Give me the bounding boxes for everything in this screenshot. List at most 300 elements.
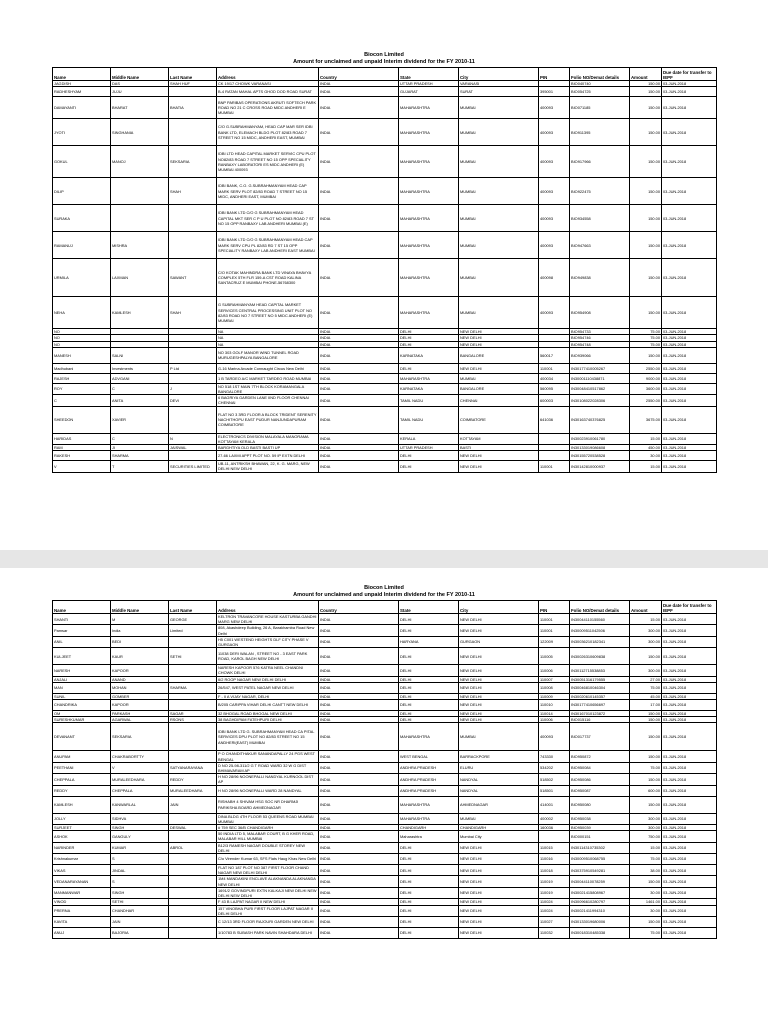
country-cell: INDIA — [319, 146, 399, 178]
country-cell: INDIA — [319, 774, 399, 785]
name-cell: CHANDRIKA — [53, 700, 111, 711]
column-header-address: Address — [217, 68, 319, 81]
name-cell: KAVITA — [53, 916, 111, 927]
country-cell: INDIA — [319, 119, 399, 146]
amount-cell: 300.00 — [630, 813, 662, 824]
city-cell: MUMBAI — [459, 373, 539, 383]
last-name-cell: SHARMA — [169, 682, 217, 693]
address-cell: # 759 SEC 36/B CHANDIGARH — [217, 825, 319, 831]
country-cell: INDIA — [319, 81, 399, 87]
pin-cell: 122009 — [539, 636, 570, 647]
last-name-cell: JAIN — [169, 796, 217, 813]
due-date-cell: 03-JUN-2018 — [662, 636, 717, 647]
name-cell: RADHESHYAM — [53, 87, 111, 97]
table-row — [53, 97, 717, 119]
last-name-cell: J — [169, 383, 217, 394]
amount-cell: 150.00 — [630, 916, 662, 927]
folio-cell: IN30018310485338 — [570, 927, 630, 938]
state-cell: TAMIL NADU — [399, 406, 459, 433]
folio-cell: BIO950084 — [570, 762, 630, 773]
middle-name-cell: S — [111, 854, 169, 865]
pin-cell: 110027 — [539, 916, 570, 927]
country-cell: INDIA — [319, 614, 399, 625]
document-page-1 — [52, 52, 716, 473]
middle-name-cell: MANOJ — [111, 146, 169, 178]
middle-name-cell: C — [111, 383, 169, 394]
address-cell: IDBI BANK, C.O. G.SUBRAHMANYAM HEAD CAP MARK SERV PLOT 82/83 ROAD 7 STREET NO 15 MIDC, ANDHERI EAST, MUMBAI — [217, 178, 319, 205]
address-cell: CK 19/17 CHOWK VARANASI — [217, 81, 319, 87]
country-cell: INDIA — [319, 87, 399, 97]
due-date-cell: 03-JUN-2018 — [662, 648, 717, 665]
address-cell: 1M4 MANDAKINI ENCLAVE ALAKNANDA ALAKNANDA NEW DELHI — [217, 876, 319, 887]
city-cell: NEW DELHI — [459, 905, 539, 916]
pin-cell: 110010 — [539, 700, 570, 711]
middle-name-cell: JUJU — [111, 87, 169, 97]
pin-cell: 110001 — [539, 614, 570, 625]
folio-cell: BIO950087 — [570, 785, 630, 796]
city-cell: NEW DELHI — [459, 842, 539, 853]
column-header-amount: Amount — [630, 68, 662, 81]
folio-cell: BIO054725 — [570, 87, 630, 97]
city-cell: BASTI — [459, 445, 539, 451]
last-name-cell — [169, 865, 217, 876]
country-cell: INDIA — [319, 395, 399, 406]
pin-cell: 400093 — [539, 178, 570, 205]
city-cell: BARRACKPORE — [459, 751, 539, 762]
address-cell: NA — [217, 335, 319, 341]
name-cell: RAM — [53, 445, 111, 451]
state-cell: DELHI — [399, 682, 459, 693]
amount-cell: 75.00 — [630, 682, 662, 693]
pin-cell: 110014 — [539, 711, 570, 717]
pin-cell: 110018 — [539, 865, 570, 876]
name-cell: ANJALI — [53, 676, 111, 682]
pin-cell: 110001 — [539, 625, 570, 636]
pin-cell: 400093 — [539, 97, 570, 119]
amount-cell: 150.00 — [630, 774, 662, 785]
country-cell: INDIA — [319, 916, 399, 927]
city-cell: NEW DELHI — [459, 676, 539, 682]
column-header-folio: Folio NO/Demat details — [570, 68, 630, 81]
last-name-cell — [169, 87, 217, 97]
column-header-address: Address — [217, 601, 319, 614]
state-cell: MAHARASHTRA — [399, 205, 459, 232]
address-cell: H NO 28/96 NOONEPALLI NANDYAL KURNOOL DIST AP — [217, 774, 319, 785]
name-cell: HARIDAS — [53, 433, 111, 444]
due-date-cell: 03-JUN-2018 — [662, 876, 717, 887]
address-cell: NA — [217, 329, 319, 335]
last-name-cell — [169, 887, 217, 898]
amount-cell: 300.00 — [630, 636, 662, 647]
folio-cell: BIO950080 — [570, 796, 630, 813]
folio-cell: IN30021411994310 — [570, 905, 630, 916]
due-date-cell: 03-JUN-2018 — [662, 341, 717, 347]
middle-name-cell: CHEPPALA — [111, 785, 169, 796]
due-date-cell: 03-JUN-2018 — [662, 347, 717, 363]
state-cell: MAHARASHTRA — [399, 119, 459, 146]
name-cell: JOLLY — [53, 813, 111, 824]
address-cell: KELTRON TRAVANCORE HOUSE KASTURBA GANDHI MARG NEW DELHI — [218, 614, 317, 625]
table-row — [53, 723, 717, 751]
due-date-cell: 03-JUN-2018 — [662, 363, 717, 373]
amount-cell: 27.00 — [630, 676, 662, 682]
middle-name-cell: MOHAN — [111, 682, 169, 693]
table-row — [53, 373, 717, 383]
address-cell: NO 518 1ST MAIN 7TH BLOCK KORAMANGALA BANGALORE — [217, 383, 319, 394]
country-cell: INDIA — [319, 682, 399, 693]
city-cell: NANDYAL — [459, 785, 539, 796]
country-cell: INDIA — [319, 373, 399, 383]
middle-name-cell: SETHI — [111, 899, 169, 905]
table-row — [53, 905, 717, 916]
state-cell: MAHARASHTRA — [399, 232, 459, 259]
country-cell: INDIA — [319, 865, 399, 876]
address-cell: IDBI BANK LTD C/O G SUBRAHMANYAM HEAD CAPITAL MKT SER C P U PLOT NO 82/83 ROAD 7 ST NO 15 OPP RANBAXY LAB ANDHERI MUMBAI (E) — [217, 205, 319, 232]
country-cell: INDIA — [319, 329, 399, 335]
address-cell: B/205 CARIPPA VIHAR DELHI CANTT NEW DELHI — [217, 700, 319, 711]
amount-cell: 75.00 — [630, 329, 662, 335]
last-name-cell: P Ltd — [169, 363, 217, 373]
city-cell: CHANDIGARH — [459, 825, 539, 831]
city-cell: MUMBAI — [459, 146, 539, 178]
pin-cell: 160036 — [539, 825, 570, 831]
name-cell: ANUJ — [53, 927, 111, 938]
due-date-cell: 03-JUN-2018 — [662, 433, 717, 444]
middle-name-cell: CHAKRABORTTY — [111, 751, 169, 762]
address-cell: UB-11, ANTRIKSH BHAWAN, 22, K. G. MARG, NEW DELHI NEW DELHI — [217, 461, 319, 472]
state-cell: DELHI — [399, 927, 459, 938]
due-date-cell: 03-JUN-2018 — [662, 451, 717, 461]
amount-cell: 30.00 — [630, 905, 662, 916]
name-cell: Madhubani — [53, 363, 111, 373]
address-cell: 38 BAGHDIPAM FATEHPURI DELHI — [217, 717, 319, 723]
address-cell: BARGHTIYA OLD BASTI BASTI UP — [217, 445, 319, 451]
last-name-cell — [169, 232, 217, 259]
pin-cell: 518501 — [539, 785, 570, 796]
state-cell: DELHI — [399, 916, 459, 927]
state-cell: CHANDIGARH — [399, 825, 459, 831]
folio-cell: BIO917966 — [570, 146, 630, 178]
last-name-cell: Limited — [169, 625, 217, 636]
name-cell: NO — [53, 335, 111, 341]
city-cell: MUMBAI — [459, 178, 539, 205]
state-cell: ANDHRA PRADESH — [399, 785, 459, 796]
middle-name-cell: JINDAL — [111, 865, 169, 876]
country-cell: INDIA — [319, 785, 399, 796]
name-cell: VINOD — [53, 899, 111, 905]
country-cell: INDIA — [319, 751, 399, 762]
middle-name-cell: KAMLESH — [111, 297, 169, 329]
name-cell: ASHOK — [53, 831, 111, 842]
last-name-cell: MURALEEDHARA — [169, 785, 217, 796]
column-header-name: Name — [53, 68, 111, 81]
due-date-cell: 03-JUN-2018 — [662, 887, 717, 898]
state-cell: MAHARASHTRA — [399, 259, 459, 297]
pin-cell: 400093 — [539, 119, 570, 146]
folio-cell: BIO950086 — [570, 774, 630, 785]
city-cell: NEW DELHI — [459, 648, 539, 665]
city-cell: GURGAON — [459, 636, 539, 647]
name-cell: NEHA — [53, 297, 111, 329]
address-cell: FLAT NO 3 3RD FLOOR A BLOCK TRIDENT SERENITY NACHITHOPU EAST PUDUR NANJUNDAPURAM COIMBATORE — [217, 406, 319, 433]
table-row — [53, 796, 717, 813]
city-cell: NEW DELHI — [459, 700, 539, 711]
table-row — [53, 648, 717, 665]
name-cell: DILIP — [53, 178, 111, 205]
due-date-cell: 03-JUN-2018 — [662, 395, 717, 406]
amount-cell: 75.00 — [630, 927, 662, 938]
folio-cell: IN30167010123872 — [570, 711, 630, 717]
address-cell: 1/10783 B SUBASH PARK NAVIN SHAHDARA DELHI — [217, 927, 319, 938]
table-row — [53, 146, 717, 178]
folio-cell: IN30036210182341 — [570, 636, 630, 647]
amount-cell: 150.00 — [630, 751, 662, 762]
pin-cell: 110006 — [539, 665, 570, 676]
due-date-cell: 03-JUN-2018 — [662, 445, 717, 451]
city-cell: NEW DELHI — [459, 865, 539, 876]
name-cell: RAKESH — [53, 451, 111, 461]
middle-name-cell: ANAND — [111, 676, 169, 682]
due-date-cell: 03-JUN-2018 — [662, 87, 717, 97]
due-date-cell: 03-JUN-2018 — [662, 774, 717, 785]
middle-name-cell: M — [111, 614, 169, 625]
address-cell: 32 BHOGAL ROAD BHOGAL NEW DELHI — [217, 711, 319, 717]
city-cell: NEW DELHI — [459, 876, 539, 887]
amount-cell: 150.00 — [630, 876, 662, 887]
state-cell: DELHI — [399, 335, 459, 341]
name-cell: DAMAYANTI — [53, 97, 111, 119]
table-row — [53, 854, 717, 865]
name-cell: V — [53, 461, 111, 472]
amount-cell: 38.00 — [630, 865, 662, 876]
last-name-cell — [169, 700, 217, 711]
address-cell: 1691/2 GOVINDPURI EXTN KALKAJI NEW DELHI NEW DELHI NEW DELHI — [218, 887, 317, 899]
due-date-cell: 03-JUN-2018 — [662, 865, 717, 876]
state-cell: MAHARASHTRA — [399, 373, 459, 383]
amount-cell: 300.00 — [630, 665, 662, 676]
state-cell: DELHI — [399, 648, 459, 665]
document-page-2 — [52, 585, 716, 939]
middle-name-cell — [111, 178, 169, 205]
pin-cell: 110019 — [539, 887, 570, 898]
city-cell: BANGALORE — [459, 347, 539, 363]
name-cell: JYOTI — [53, 119, 111, 146]
pin-cell: 400093 — [539, 297, 570, 329]
name-cell: GOKUL — [53, 146, 111, 178]
folio-cell: BIO954748 — [570, 341, 630, 347]
due-date-cell: 03-JUN-2018 — [662, 700, 717, 711]
column-header-pin: PIN — [539, 68, 570, 81]
last-name-cell — [169, 347, 217, 363]
country-cell: INDIA — [319, 876, 399, 887]
name-cell: JAGDISH — [53, 81, 111, 87]
state-cell: DELHI — [399, 614, 459, 625]
column-header-last-name: Last Name — [169, 601, 217, 614]
amount-cell: 150.00 — [630, 119, 662, 146]
due-date-cell: 03-JUN-2018 — [662, 259, 717, 297]
pin-cell: 110006 — [539, 717, 570, 723]
last-name-cell — [169, 927, 217, 938]
due-date-cell: 03-JUN-2018 — [662, 119, 717, 146]
state-cell: Maharashtra — [399, 831, 459, 842]
folio-cell: IN30114310735302 — [570, 842, 630, 853]
amount-cell: 150.00 — [630, 297, 662, 329]
middle-name-cell: SHARMA — [111, 451, 169, 461]
due-date-cell: 03-JUN-2018 — [662, 751, 717, 762]
address-cell: NA — [217, 341, 319, 347]
state-cell: MAHARASHTRA — [399, 796, 459, 813]
country-cell: INDIA — [319, 297, 399, 329]
last-name-cell: SHAH — [169, 178, 217, 205]
state-cell: DELHI — [399, 329, 459, 335]
middle-name-cell: JI — [111, 445, 169, 451]
name-cell: VEDANARAYANAN — [53, 876, 111, 887]
last-name-cell: GEORGE — [169, 614, 217, 625]
city-cell: MUMBAI — [459, 119, 539, 146]
state-cell: DELHI — [399, 899, 459, 905]
column-header-city: City — [459, 68, 539, 81]
country-cell: INDIA — [319, 232, 399, 259]
pin-cell: 110009 — [539, 693, 570, 699]
due-date-cell: 03-JUN-2018 — [662, 785, 717, 796]
city-cell: SURAT — [459, 87, 539, 97]
last-name-cell: SHAH — [169, 297, 217, 329]
pin-cell: 400002 — [539, 813, 570, 824]
country-cell: INDIA — [319, 406, 399, 433]
name-cell: SURESHKUMAR — [53, 717, 111, 723]
due-date-cell: 03-JUN-2018 — [662, 335, 717, 341]
amount-cell: 450.00 — [630, 445, 662, 451]
last-name-cell: N — [169, 433, 217, 444]
last-name-cell: SETHI — [169, 648, 217, 665]
table-row — [53, 395, 717, 406]
pin-cell: 400034 — [539, 373, 570, 383]
last-name-cell — [169, 876, 217, 887]
address-cell: C/O KOTAK MAHINDRA BANK LTD VINAYA BHAVYA COMPLEX 5TH FLR 159-A CST ROAD KALINA SANTACRUZ E MUMBAI PHONE-56768300 — [217, 259, 319, 297]
table-row — [53, 636, 717, 647]
address-cell: F - II A VIJAY NAGAR, DELHI — [217, 693, 319, 699]
amount-cell: 150.00 — [630, 205, 662, 232]
last-name-cell — [169, 854, 217, 865]
state-cell: DELHI — [399, 676, 459, 682]
column-header-middle-name: Middle Name — [111, 68, 169, 81]
city-cell: MUMBAI — [459, 297, 539, 329]
city-cell: NEW DELHI — [459, 711, 539, 717]
name-cell: ANIL — [53, 636, 111, 647]
table-row — [53, 665, 717, 676]
middle-name-cell: JAIN — [111, 916, 169, 927]
name-cell: NARINDER — [53, 842, 111, 853]
folio-cell: BIO954746 — [570, 335, 630, 341]
table-row — [53, 865, 717, 876]
name-cell: KAMLESH — [53, 796, 111, 813]
name-cell: ROY — [53, 383, 111, 394]
middle-name-cell: KAPOOR — [111, 665, 169, 676]
due-date-cell: 03-JUN-2018 — [662, 723, 717, 751]
due-date-cell: 03-JUN-2018 — [662, 373, 717, 383]
folio-cell: IN30051316179555 — [570, 676, 630, 682]
due-date-cell: 03-JUN-2018 — [662, 297, 717, 329]
middle-name-cell: AGARWAL — [111, 717, 169, 723]
city-cell: NEW DELHI — [459, 887, 539, 898]
city-cell: MUMBAI — [459, 723, 539, 751]
table-row — [53, 625, 717, 636]
address-cell: B-4 RATAN MAHAL APTS GHOD DOD ROAD SURAT — [217, 87, 319, 97]
pin-cell: 400093 — [539, 723, 570, 751]
folio-cell: BIO071185 — [570, 97, 630, 119]
pin-cell: 110032 — [539, 927, 570, 938]
due-date-cell: 03-JUN-2018 — [662, 711, 717, 717]
name-cell: PEETHANI — [53, 762, 111, 773]
folio-cell: BIO000151 — [570, 831, 630, 842]
name-cell: PRERNA — [53, 905, 111, 916]
state-cell: MAHARASHTRA — [399, 178, 459, 205]
due-date-cell: 03-JUN-2018 — [662, 625, 717, 636]
due-date-cell: 03-JUN-2018 — [662, 796, 717, 813]
due-date-cell: 03-JUN-2018 — [662, 461, 717, 472]
country-cell: INDIA — [319, 445, 399, 451]
pin-cell: 414001 — [539, 796, 570, 813]
table-row — [53, 774, 717, 785]
amount-cell: 75.00 — [630, 762, 662, 773]
address-cell: G SUBRAHMANYAM HEAD CAPITAL MARKET SERVICES CENTRAL PROCESSING UNIT PLOT NO 82/83 ROAD NO 7 STREET NO 5 MIDC ANDHERI (E) MUMBAI — [217, 297, 319, 329]
address-cell: 27-66 LAXMI APPT PLOT NO. 59 IP EXTN DELHI — [217, 451, 319, 461]
country-cell: INDIA — [319, 927, 399, 938]
folio-cell: IN30375910549281 — [570, 865, 630, 876]
country-cell: INDIA — [319, 717, 399, 723]
folio-cell: IN30001110438871 — [570, 373, 630, 383]
due-date-cell: 03-JUN-2018 — [662, 81, 717, 87]
city-cell: NEW DELHI — [459, 665, 539, 676]
address-cell: C 12/13 3RD FLOOR RAJOURI GARDEN NEW DELHI — [217, 916, 319, 927]
table-row — [53, 614, 717, 625]
amount-cell: 300.00 — [630, 825, 662, 831]
state-cell: DELHI — [399, 665, 459, 676]
table-row — [53, 87, 717, 97]
city-cell: NANDYAL — [459, 774, 539, 785]
city-cell: NEW DELHI — [459, 341, 539, 347]
folio-cell: IN30155720538528 — [570, 451, 630, 461]
city-cell: NEW DELHI — [459, 854, 539, 865]
name-cell: MANMANWAR — [53, 887, 111, 898]
state-cell: UTTAR PRADESH — [399, 81, 459, 87]
amount-cell: 2550.00 — [630, 395, 662, 406]
pin-cell: 400093 — [539, 205, 570, 232]
country-cell: INDIA — [319, 825, 399, 831]
pin-cell: 400093 — [539, 232, 570, 259]
company-title: Biocon Limited — [364, 585, 404, 591]
country-cell: INDIA — [319, 383, 399, 394]
last-name-cell — [169, 451, 217, 461]
state-cell: ANDHRA PRADESH — [399, 774, 459, 785]
amount-cell: 150.00 — [630, 347, 662, 363]
name-cell: KULJEET — [53, 648, 111, 665]
middle-name-cell: LAXMAN — [111, 259, 169, 297]
folio-cell: BIO954908 — [570, 297, 630, 329]
table-row — [53, 887, 717, 898]
last-name-cell — [169, 665, 217, 676]
last-name-cell — [169, 916, 217, 927]
city-cell: KOTTAYAM — [459, 433, 539, 444]
folio-cell: BIO040740 — [570, 81, 630, 87]
folio-cell: BIO950039 — [570, 825, 630, 831]
middle-name-cell: KAUR — [111, 648, 169, 665]
table-row — [53, 259, 717, 297]
table-header-row — [53, 601, 717, 614]
column-header-folio: Folio NO/Demat details — [570, 601, 630, 614]
address-cell: 26/547, WEST PATEL NAGAR NEW DELHI — [217, 682, 319, 693]
pin-cell: 560095 — [539, 383, 570, 394]
